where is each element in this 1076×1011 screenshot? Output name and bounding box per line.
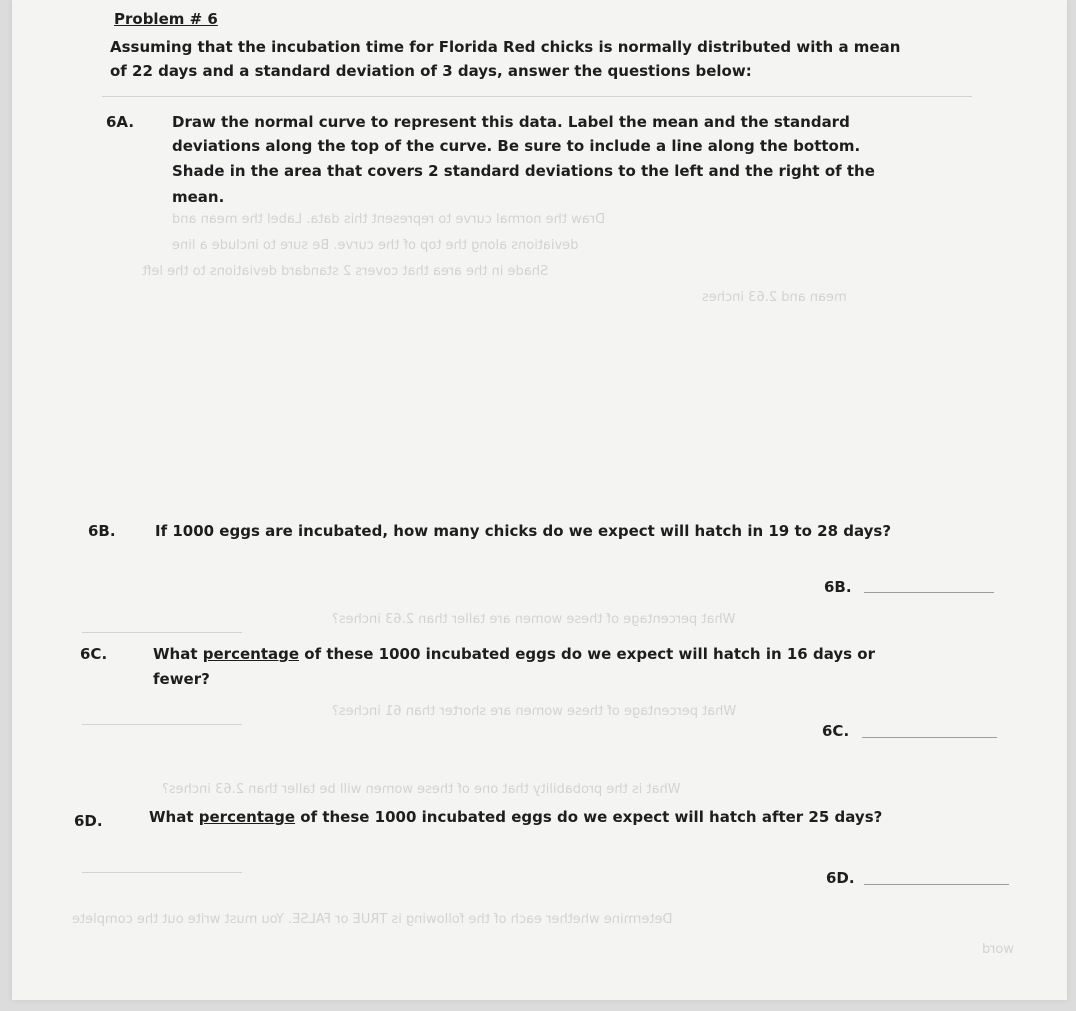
answer-6c-blank[interactable] (862, 737, 997, 738)
question-6c-line1 (153, 645, 875, 663)
problem-intro-line1: Assuming that the incubation time for Florida Red chicks is normally distributed with a mean (110, 38, 901, 56)
question-6a-line3: Shade in the area that covers 2 standard deviations to the left and the right of the (172, 162, 875, 180)
answer-6b-blank[interactable] (864, 592, 994, 593)
question-6c-word: What (153, 645, 198, 663)
question-6c-line2: fewer? (153, 670, 210, 688)
bleed-through-text: What percentage of these women are taller than 2.63 inches? (332, 612, 736, 627)
bleed-through-text: Shade in the area that covers 2 standard deviations to the left (142, 264, 549, 279)
question-6c-rest: of these 1000 incubated eggs do we expect will hatch in 16 days or (304, 645, 875, 663)
question-6d-label: 6D. (74, 812, 103, 830)
bleed-through-text: What percentage of these women are shorter than 61 inches? (332, 704, 737, 719)
answer-6b-label: 6B. (824, 578, 852, 596)
question-6b-label: 6B. (88, 522, 116, 540)
faint-rule (102, 96, 972, 97)
bleed-through-text: mean and 2.63 inches (702, 290, 847, 305)
faint-rule (82, 632, 242, 633)
faint-rule (82, 872, 242, 873)
bleed-through-text: What is the probability that one of these women will be taller than 2.63 inches? (162, 782, 681, 797)
answer-6d-label: 6D. (826, 869, 855, 887)
bleed-through-text: Determine whether each of the following is TRUE or FALSE. You must write out the complete (72, 912, 673, 927)
answer-6d-blank[interactable] (864, 884, 1009, 885)
bleed-through-text: word (982, 942, 1014, 957)
worksheet-page (12, 0, 1067, 1000)
faint-rule (82, 724, 242, 725)
problem-title: Problem # 6 (114, 10, 218, 28)
bleed-through-text: Draw the normal curve to represent this data. Label the mean and (172, 212, 606, 227)
question-6d-rest: of these 1000 incubated eggs do we expect will hatch after 25 days? (300, 808, 883, 826)
question-6d-line1 (149, 808, 882, 826)
question-6a-line2: deviations along the top of the curve. Be sure to include a line along the bottom. (172, 137, 861, 155)
question-6a-label: 6A. (106, 113, 135, 131)
question-6a-line4: mean. (172, 188, 225, 206)
problem-intro-line2: of 22 days and a standard deviation of 3 days, answer the questions below: (110, 62, 752, 80)
question-6c-label: 6C. (80, 645, 108, 663)
question-6a-line1: Draw the normal curve to represent this data. Label the mean and the standard (172, 113, 850, 131)
bleed-through-text: deviations along the top of the curve. Be sure to include a line (172, 238, 579, 253)
answer-6c-label: 6C. (822, 722, 850, 740)
question-6c-underlined: percentage (202, 645, 300, 663)
question-6b-text: If 1000 eggs are incubated, how many chicks do we expect will hatch in 19 to 28 days? (155, 522, 892, 540)
question-6d-word: What (149, 808, 194, 826)
question-6d-underlined: percentage (198, 808, 296, 826)
